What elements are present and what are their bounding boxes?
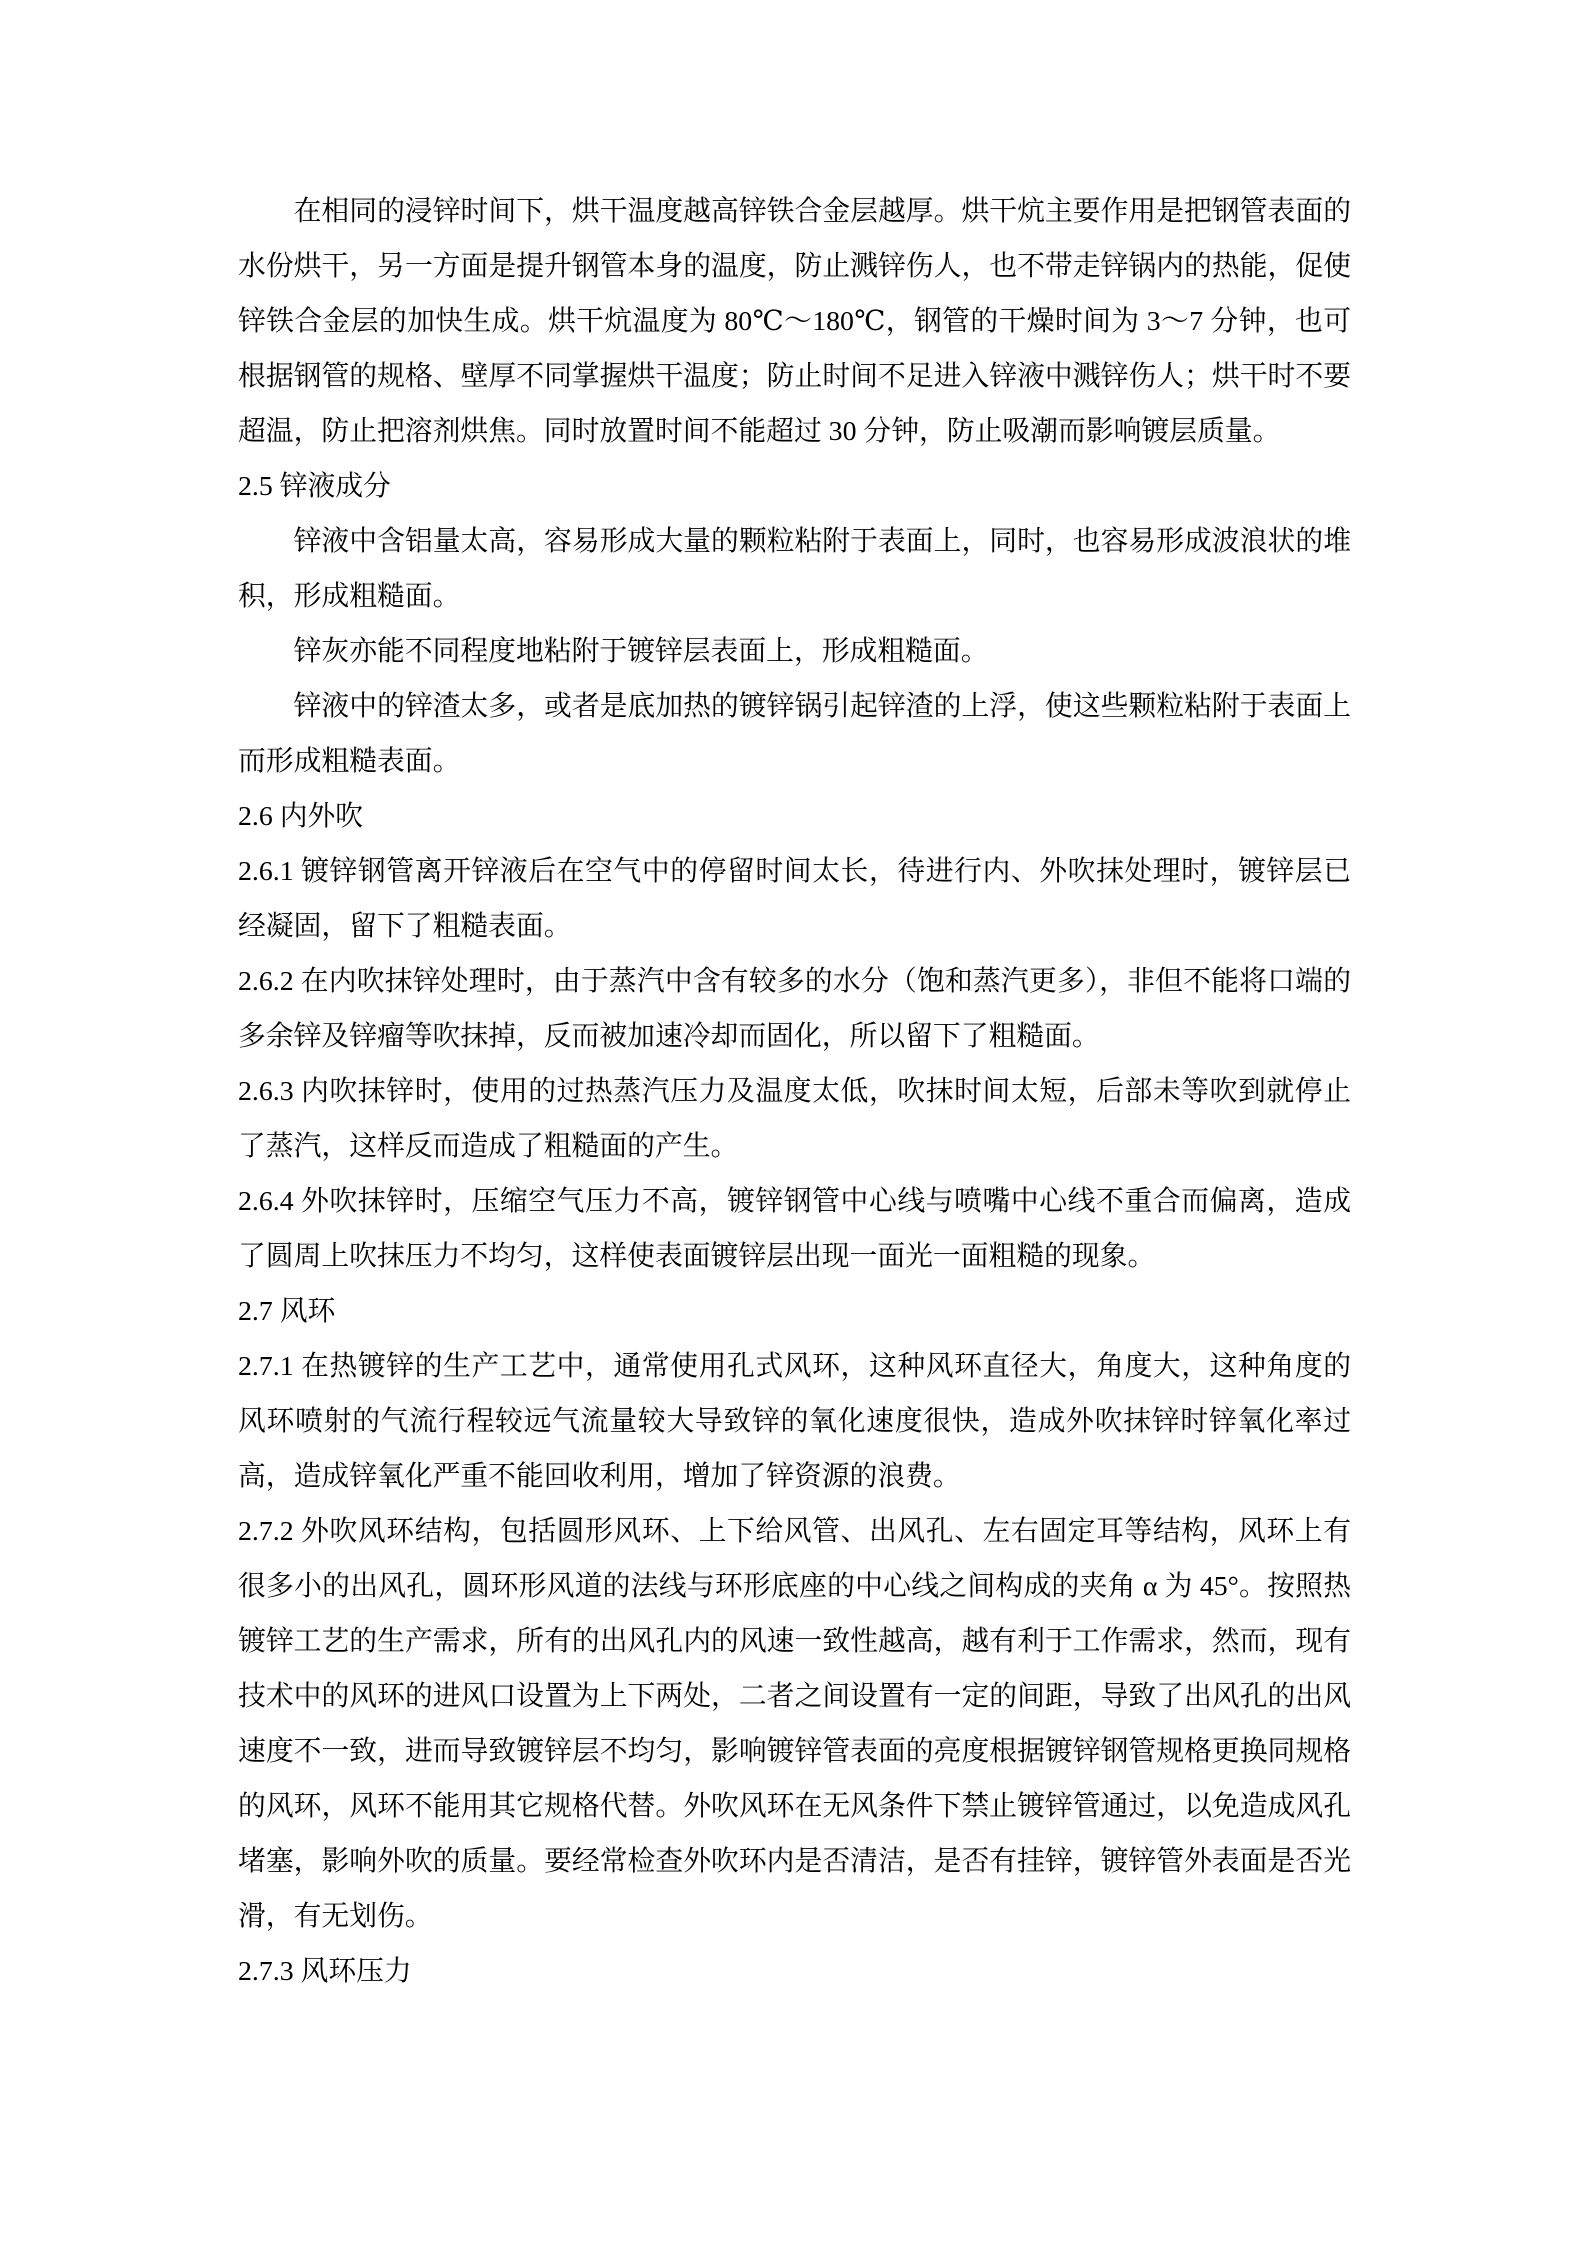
paragraph-2-6-2: 2.6.2 在内吹抹锌处理时，由于蒸汽中含有较多的水分（饱和蒸汽更多），非但不能将口端的多余锌及锌瘤等吹抹掉，反而被加速冷却而固化，所以留下了粗糙面。	[238, 966, 1351, 1052]
document-content	[238, 184, 1351, 1999]
paragraph-zinc-ash: 锌灰亦能不同程度地粘附于镀锌层表面上，形成粗糙面。	[293, 636, 989, 667]
paragraph-2-6-3: 2.6.3 内吹抹锌时，使用的过热蒸汽压力及温度太低，吹抹时间太短，后部未等吹到就停止了蒸汽，这样反而造成了粗糙面的产生。	[238, 1076, 1351, 1162]
paragraph-drying-kang: 在相同的浸锌时间下，烘干温度越高锌铁合金层越厚。烘干炕主要作用是把钢管表面的水份烘干，另一方面是提升钢管本身的温度，防止溅锌伤人，也不带走锌锅内的热能，促使锌铁合金层的加快生成。烘干炕温度为 80℃～180℃，钢管的干燥时间为 3～7 分钟，也可根据钢管的规格、壁厚不同掌握烘干温度；防止时间不足进入锌液中溅锌伤人；烘干时不要超温，防止把溶剂烘焦。同时放置时间不能超过 30 分钟，防止吸潮而影响镀层质量。	[238, 196, 1351, 447]
paragraph-2-6-4: 2.6.4 外吹抹锌时，压缩空气压力不高，镀锌钢管中心线与喷嘴中心线不重合而偏离，造成了圆周上吹抹压力不均匀，这样使表面镀锌层出现一面光一面粗糙的现象。	[238, 1186, 1351, 1272]
paragraph-zinc-aluminium: 锌液中含铝量太高，容易形成大量的颗粒粘附于表面上，同时，也容易形成波浪状的堆积，形成粗糙面。	[238, 526, 1351, 612]
paragraph-2-7-2: 2.7.2 外吹风环结构，包括圆形风环、上下给风管、出风孔、左右固定耳等结构，风环上有很多小的出风孔，圆环形风道的法线与环形底座的中心线之间构成的夹角 α 为 45°。按照热镀锌工艺的生产需求，所有的出风孔内的风速一致性越高，越有利于工作需求，然而，现有技术中的风环的进风口设置为上下两处，二者之间设置有一定的间距，导致了出风孔的出风速度不一致，进而导致镀锌层不均匀，影响镀锌管表面的亮度根据镀锌钢管规格更换同规格的风环，风环不能用其它规格代替。外吹风环在无风条件下禁止镀锌管通过，以免造成风孔堵塞，影响外吹的质量。要经常检查外吹环内是否清洁，是否有挂锌，镀锌管外表面是否光滑，有无划伤。	[238, 1516, 1351, 1932]
paragraph-zinc-dross: 锌液中的锌渣太多，或者是底加热的镀锌锅引起锌渣的上浮，使这些颗粒粘附于表面上而形成粗糙表面。	[238, 691, 1351, 777]
paragraph-2-6-1: 2.6.1 镀锌钢管离开锌液后在空气中的停留时间太长，待进行内、外吹抹处理时，镀锌层已经凝固，留下了粗糙表面。	[238, 856, 1351, 942]
heading-2-7: 2.7 风环	[238, 1296, 336, 1327]
heading-2-5: 2.5 锌液成分	[238, 471, 391, 502]
paragraph-2-7-1: 2.7.1 在热镀锌的生产工艺中，通常使用孔式风环，这种风环直径大，角度大，这种角度的风环喷射的气流行程较远气流量较大导致锌的氧化速度很快，造成外吹抹锌时锌氧化率过高，造成锌氧化严重不能回收利用，增加了锌资源的浪费。	[238, 1351, 1351, 1492]
heading-2-6: 2.6 内外吹	[238, 801, 364, 832]
heading-2-7-3: 2.7.3 风环压力	[238, 1956, 412, 1987]
